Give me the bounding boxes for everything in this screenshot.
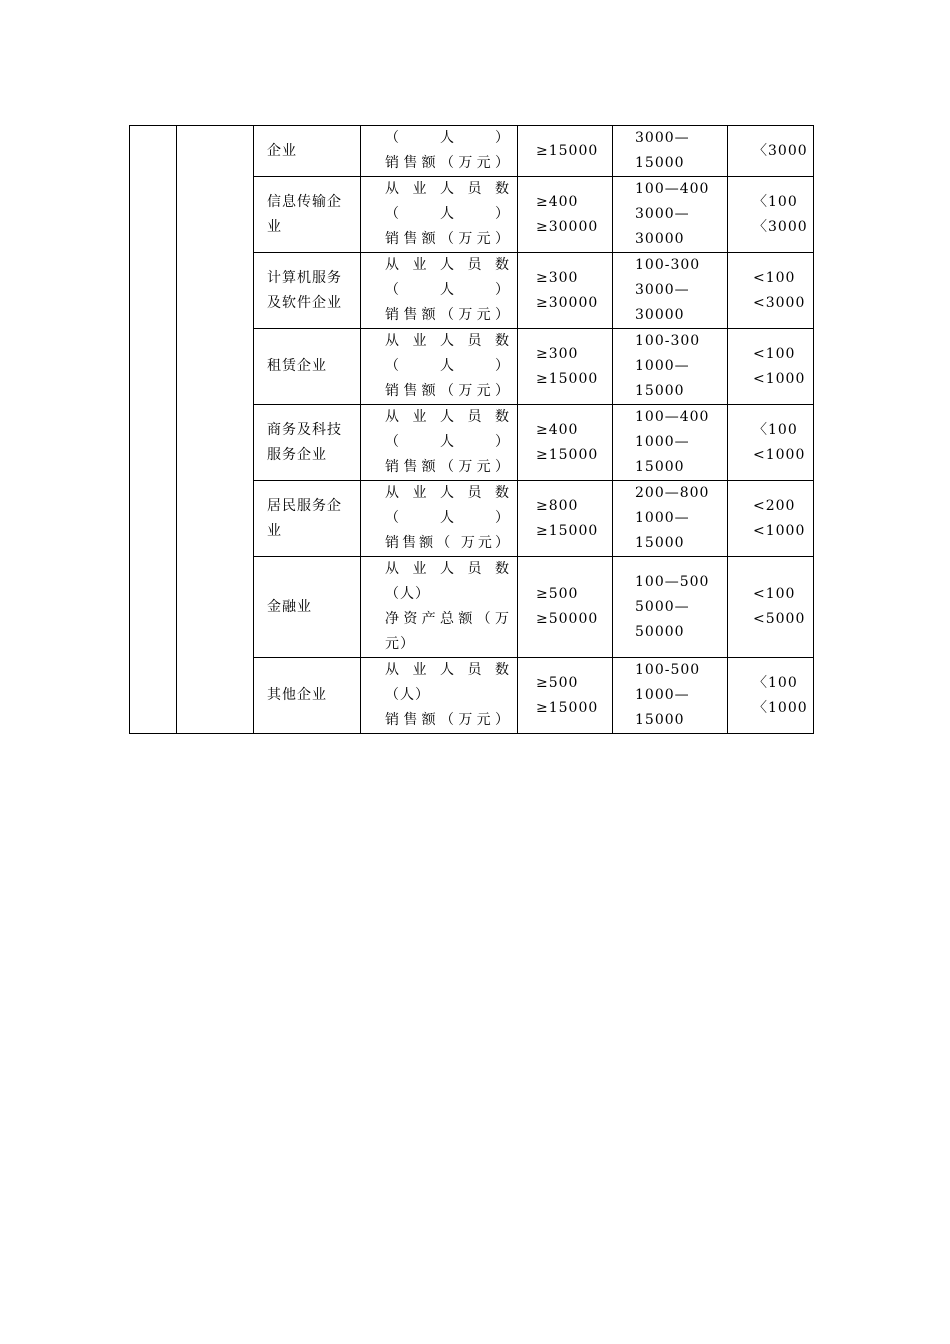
cell-text-line: 元） <box>385 636 415 652</box>
sub-category-cell <box>177 126 254 734</box>
indicator-cell <box>361 658 518 734</box>
medium-threshold-cell <box>613 329 728 405</box>
small-threshold-cell <box>728 329 814 405</box>
cell-text-line: 服务企业 <box>267 446 327 463</box>
cell-text-line: 〈3000 <box>753 142 808 159</box>
cell-text-line: ≥15000 <box>536 699 599 716</box>
medium-threshold-cell <box>613 177 728 253</box>
cell-text-line: 租赁企业 <box>267 358 327 374</box>
cell-text-line: ≥50000 <box>536 611 599 627</box>
small-threshold-cell <box>728 177 814 253</box>
cell-text-line: <100 <box>753 345 796 362</box>
small-threshold-cell <box>728 126 814 177</box>
cell-text-line: 〈100 <box>753 421 798 438</box>
enterprise-size-table <box>129 125 814 734</box>
indicator-cell <box>361 329 518 405</box>
cell-text-line: 15000 <box>635 535 685 551</box>
cell-text-line: 3000— <box>635 282 690 298</box>
indicator-cell <box>361 126 518 177</box>
cell-text-line: 100—400 <box>635 181 710 197</box>
cell-text-line: ≥15000 <box>536 142 599 159</box>
cell-text-line: 金融业 <box>267 598 312 615</box>
cell-text-line: 从 业 人 员 数 <box>385 561 509 577</box>
cell-text-line: 100-500 <box>635 662 701 678</box>
cell-text-line: 〈3000 <box>753 218 808 235</box>
small-threshold-cell <box>728 658 814 734</box>
cell-text-line: 〈100 <box>753 193 798 210</box>
cell-text-line: ≥300 <box>536 345 579 362</box>
cell-text-line: 5000— <box>635 598 690 615</box>
cell-text-line: 15000 <box>635 383 685 399</box>
cell-text-line: 50000 <box>635 623 685 640</box>
cell-text-line: 15000 <box>635 712 685 728</box>
indicator-cell <box>361 557 518 658</box>
industry-name-cell <box>254 658 361 734</box>
cell-text-line: 信息传输企 <box>267 193 342 210</box>
cell-text-line: <200 <box>753 497 796 514</box>
industry-name-cell <box>254 177 361 253</box>
cell-text-line: <5000 <box>753 611 806 627</box>
cell-text-line: 销售额（万元） <box>385 155 509 171</box>
cell-text-line: （ 人 ） <box>385 510 509 526</box>
cell-text-line: <1000 <box>753 522 806 539</box>
cell-text-line: 销售额（万元） <box>385 383 509 399</box>
cell-text-line: （人） <box>385 586 430 602</box>
cell-text-line: 1000— <box>635 358 690 374</box>
cell-text-line: 〈1000 <box>753 699 808 716</box>
cell-text-line: 销售额（万元） <box>385 231 509 247</box>
cell-text-line: 从 业 人 员 数 <box>385 409 509 425</box>
cell-text-line: ≥400 <box>536 421 579 438</box>
medium-threshold-cell <box>613 405 728 481</box>
indicator-cell <box>361 253 518 329</box>
cell-text-line: 销售额（ 万元） <box>385 535 509 551</box>
large-threshold-cell <box>518 177 613 253</box>
cell-text-line: 30000 <box>635 307 685 323</box>
small-threshold-cell <box>728 481 814 557</box>
cell-text-line: ≥30000 <box>536 294 599 311</box>
cell-text-line: 〈100 <box>753 674 798 691</box>
cell-text-line: （ 人 ） <box>385 434 509 450</box>
large-threshold-cell <box>518 557 613 658</box>
cell-text-line: 商务及科技 <box>267 421 342 438</box>
cell-text-line: （ 人 ） <box>385 358 509 374</box>
large-threshold-cell <box>518 126 613 177</box>
cell-text-line: 从 业 人 员 数 <box>385 257 509 273</box>
large-threshold-cell <box>518 481 613 557</box>
small-threshold-cell <box>728 557 814 658</box>
industry-name-cell <box>254 126 361 177</box>
cell-text-line: （ 人 ） <box>385 282 509 298</box>
large-threshold-cell <box>518 329 613 405</box>
cell-text-line: 销售额（万元） <box>385 307 509 323</box>
table-row <box>130 126 814 177</box>
medium-threshold-cell <box>613 557 728 658</box>
industry-name-cell <box>254 557 361 658</box>
cell-text-line: ≥15000 <box>536 446 599 463</box>
cell-text-line: <100 <box>753 269 796 286</box>
cell-text-line: 业 <box>267 218 282 235</box>
cell-text-line: （人） <box>385 687 430 703</box>
large-threshold-cell <box>518 405 613 481</box>
industry-name-cell <box>254 253 361 329</box>
industry-name-cell <box>254 405 361 481</box>
cell-text-line: ≥300 <box>536 269 579 286</box>
indicator-cell <box>361 405 518 481</box>
medium-threshold-cell <box>613 658 728 734</box>
cell-text-line: 3000— <box>635 206 690 222</box>
cell-text-line: 15000 <box>635 459 685 475</box>
cell-text-line: 100-300 <box>635 333 701 349</box>
cell-text-line: 及软件企业 <box>267 294 342 311</box>
indicator-cell <box>361 177 518 253</box>
small-threshold-cell <box>728 405 814 481</box>
cell-text-line: 100—400 <box>635 409 710 425</box>
cell-text-line: 15000 <box>635 155 685 171</box>
cell-text-line: ≥30000 <box>536 218 599 235</box>
cell-text-line: <1000 <box>753 446 806 463</box>
medium-threshold-cell <box>613 253 728 329</box>
small-threshold-cell <box>728 253 814 329</box>
cell-text-line: 居民服务企 <box>267 497 342 514</box>
industry-name-cell <box>254 481 361 557</box>
cell-text-line: 从 业 人 员 数 <box>385 485 509 501</box>
cell-text-line: 净资产总额（万 <box>385 611 509 627</box>
cell-text-line: 200—800 <box>635 485 710 501</box>
medium-threshold-cell <box>613 481 728 557</box>
cell-text-line: <1000 <box>753 370 806 387</box>
indicator-cell <box>361 481 518 557</box>
cell-text-line: 销售额（万元） <box>385 459 509 475</box>
cell-text-line: ≥400 <box>536 193 579 210</box>
cell-text-line: ≥500 <box>536 674 579 691</box>
cell-text-line: 1000— <box>635 434 690 450</box>
cell-text-line: 业 <box>267 522 282 539</box>
cell-text-line: ≥500 <box>536 586 579 602</box>
cell-text-line: <100 <box>753 586 796 602</box>
cell-text-line: 销售额（万元） <box>385 712 509 728</box>
cell-text-line: 100—500 <box>635 573 710 590</box>
cell-text-line: <3000 <box>753 294 806 311</box>
cell-text-line: 从 业 人 员 数 <box>385 662 509 678</box>
large-threshold-cell <box>518 658 613 734</box>
medium-threshold-cell <box>613 126 728 177</box>
cell-text-line: 1000— <box>635 687 690 703</box>
cell-text-line: （ 人 ） <box>385 206 509 222</box>
industry-name-cell <box>254 329 361 405</box>
cell-text-line: ≥15000 <box>536 522 599 539</box>
large-threshold-cell <box>518 253 613 329</box>
cell-text-line: 1000— <box>635 510 690 526</box>
cell-text-line: 30000 <box>635 231 685 247</box>
category-cell <box>130 126 177 734</box>
cell-text-line: 从 业 人 员 数 <box>385 181 509 197</box>
cell-text-line: ≥15000 <box>536 370 599 387</box>
cell-text-line: 100-300 <box>635 257 701 273</box>
cell-text-line: 从 业 人 员 数 <box>385 333 509 349</box>
cell-text-line: （ 人 ） <box>385 130 509 146</box>
cell-text-line: 3000— <box>635 130 690 146</box>
cell-text-line: 计算机服务 <box>267 269 342 286</box>
cell-text-line: ≥800 <box>536 497 579 514</box>
cell-text-line: 其他企业 <box>267 687 327 703</box>
cell-text-line: 企业 <box>267 142 297 159</box>
